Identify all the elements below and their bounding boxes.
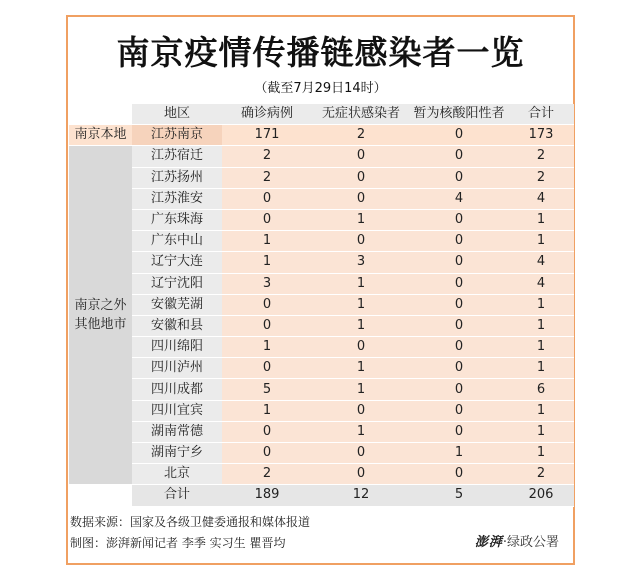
positive-cell: 0 bbox=[410, 209, 508, 230]
confirmed-cell: 0 bbox=[222, 294, 312, 315]
confirmed-cell: 0 bbox=[222, 358, 312, 379]
asymptomatic-cell: 0 bbox=[312, 443, 410, 464]
region-cell: 北京 bbox=[132, 464, 222, 485]
confirmed-cell: 3 bbox=[222, 273, 312, 294]
asymptomatic-cell: 0 bbox=[312, 231, 410, 252]
region-cell: 四川泸州 bbox=[132, 358, 222, 379]
table-row bbox=[69, 294, 574, 315]
asymptomatic-cell: 0 bbox=[312, 188, 410, 209]
asymptomatic-cell: 1 bbox=[312, 358, 410, 379]
total-cell: 6 bbox=[508, 379, 574, 400]
total-cell: 4 bbox=[508, 273, 574, 294]
confirmed-cell: 2 bbox=[222, 167, 312, 188]
table-header-row bbox=[69, 104, 574, 125]
total-cell: 1 bbox=[508, 294, 574, 315]
total-cell: 1 bbox=[508, 209, 574, 230]
region-cell: 广东珠海 bbox=[132, 209, 222, 230]
total-group-cell bbox=[69, 485, 132, 506]
positive-cell: 0 bbox=[410, 337, 508, 358]
infographic-frame bbox=[66, 15, 575, 565]
page-subtitle: （截至7月29日14时） bbox=[254, 81, 387, 96]
data-source: 数据来源：国家及各级卫健委通报和媒体报道 bbox=[70, 515, 311, 529]
table-row bbox=[69, 315, 574, 336]
table-total-row bbox=[69, 485, 574, 506]
region-cell: 广东中山 bbox=[132, 231, 222, 252]
region-cell: 四川成都 bbox=[132, 379, 222, 400]
region-cell: 四川宜宾 bbox=[132, 400, 222, 421]
positive-cell: 1 bbox=[410, 443, 508, 464]
asymptomatic-cell: 0 bbox=[312, 400, 410, 421]
table-row bbox=[69, 443, 574, 464]
total-total: 206 bbox=[508, 485, 574, 506]
header-total: 合计 bbox=[508, 104, 574, 125]
total-cell: 4 bbox=[508, 188, 574, 209]
confirmed-cell: 0 bbox=[222, 315, 312, 336]
positive-cell: 0 bbox=[410, 231, 508, 252]
asymptomatic-cell: 1 bbox=[312, 315, 410, 336]
positive-cell: 0 bbox=[410, 421, 508, 442]
brand-separator: · bbox=[502, 535, 507, 550]
infection-table bbox=[69, 104, 574, 507]
confirmed-cell: 0 bbox=[222, 188, 312, 209]
asymptomatic-cell: 0 bbox=[312, 167, 410, 188]
page-title: 南京疫情传播链感染者一览 bbox=[116, 33, 525, 72]
group-label-local: 南京本地 bbox=[69, 125, 132, 146]
positive-cell: 0 bbox=[410, 294, 508, 315]
positive-cell: 0 bbox=[410, 167, 508, 188]
region-cell: 四川绵阳 bbox=[132, 337, 222, 358]
total-cell: 1 bbox=[508, 337, 574, 358]
total-confirmed: 189 bbox=[222, 485, 312, 506]
header-region: 地区 bbox=[132, 104, 222, 125]
total-cell: 1 bbox=[508, 358, 574, 379]
table-row bbox=[69, 209, 574, 230]
total-cell: 1 bbox=[508, 315, 574, 336]
confirmed-cell: 1 bbox=[222, 337, 312, 358]
confirmed-cell: 1 bbox=[222, 231, 312, 252]
total-cell: 1 bbox=[508, 400, 574, 421]
asymptomatic-cell: 2 bbox=[312, 125, 410, 146]
positive-cell: 0 bbox=[410, 252, 508, 273]
asymptomatic-cell: 1 bbox=[312, 273, 410, 294]
total-label: 合计 bbox=[132, 485, 222, 506]
asymptomatic-cell: 1 bbox=[312, 379, 410, 400]
table-row bbox=[69, 188, 574, 209]
asymptomatic-cell: 0 bbox=[312, 464, 410, 485]
table-row-local bbox=[69, 125, 574, 146]
confirmed-cell: 5 bbox=[222, 379, 312, 400]
region-cell: 江苏南京 bbox=[132, 125, 222, 146]
confirmed-cell: 0 bbox=[222, 443, 312, 464]
asymptomatic-cell: 3 bbox=[312, 252, 410, 273]
positive-cell: 4 bbox=[410, 188, 508, 209]
region-cell: 安徽芜湖 bbox=[132, 294, 222, 315]
total-positive: 5 bbox=[410, 485, 508, 506]
brand-signature bbox=[475, 531, 559, 550]
asymptomatic-cell: 1 bbox=[312, 421, 410, 442]
asymptomatic-cell: 0 bbox=[312, 337, 410, 358]
positive-cell: 0 bbox=[410, 358, 508, 379]
chart-credit: 制图：澎湃新闻记者 李季 实习生 瞿晋均 bbox=[70, 536, 286, 550]
positive-cell: 0 bbox=[410, 464, 508, 485]
table-row bbox=[69, 464, 574, 485]
table-row bbox=[69, 146, 574, 167]
total-cell: 1 bbox=[508, 443, 574, 464]
table-row bbox=[69, 167, 574, 188]
region-cell: 江苏淮安 bbox=[132, 188, 222, 209]
asymptomatic-cell: 1 bbox=[312, 209, 410, 230]
confirmed-cell: 0 bbox=[222, 421, 312, 442]
positive-cell: 0 bbox=[410, 146, 508, 167]
positive-cell: 0 bbox=[410, 400, 508, 421]
total-asymptomatic: 12 bbox=[312, 485, 410, 506]
table-row bbox=[69, 231, 574, 252]
total-cell: 2 bbox=[508, 167, 574, 188]
region-cell: 湖南宁乡 bbox=[132, 443, 222, 464]
positive-cell: 0 bbox=[410, 379, 508, 400]
header-positive: 暂为核酸阳性者 bbox=[410, 104, 508, 125]
header-confirmed: 确诊病例 bbox=[222, 104, 312, 125]
confirmed-cell: 2 bbox=[222, 146, 312, 167]
total-cell: 1 bbox=[508, 231, 574, 252]
confirmed-cell: 1 bbox=[222, 252, 312, 273]
region-cell: 辽宁大连 bbox=[132, 252, 222, 273]
header-group-cell bbox=[69, 104, 132, 125]
group-label-line: 南京之外 bbox=[74, 298, 127, 314]
confirmed-cell: 2 bbox=[222, 464, 312, 485]
group-label-outside bbox=[69, 146, 132, 485]
region-cell: 江苏扬州 bbox=[132, 167, 222, 188]
total-cell: 2 bbox=[508, 146, 574, 167]
group-label-line: 其他地市 bbox=[74, 317, 127, 333]
total-cell: 2 bbox=[508, 464, 574, 485]
total-cell: 4 bbox=[508, 252, 574, 273]
header-asymptomatic: 无症状感染者 bbox=[312, 104, 410, 125]
table-row bbox=[69, 337, 574, 358]
total-cell: 173 bbox=[508, 125, 574, 146]
brand-logo: 澎湃 bbox=[474, 535, 503, 550]
table-row bbox=[69, 379, 574, 400]
confirmed-cell: 0 bbox=[222, 209, 312, 230]
table-row bbox=[69, 273, 574, 294]
region-cell: 辽宁沈阳 bbox=[132, 273, 222, 294]
table-row bbox=[69, 252, 574, 273]
positive-cell: 0 bbox=[410, 273, 508, 294]
positive-cell: 0 bbox=[410, 315, 508, 336]
region-cell: 湖南常德 bbox=[132, 421, 222, 442]
confirmed-cell: 171 bbox=[222, 125, 312, 146]
confirmed-cell: 1 bbox=[222, 400, 312, 421]
table-row bbox=[69, 421, 574, 442]
asymptomatic-cell: 0 bbox=[312, 146, 410, 167]
positive-cell: 0 bbox=[410, 125, 508, 146]
total-cell: 1 bbox=[508, 421, 574, 442]
region-cell: 江苏宿迁 bbox=[132, 146, 222, 167]
table-row bbox=[69, 400, 574, 421]
footer bbox=[70, 512, 310, 554]
brand-name: 绿政公署 bbox=[506, 535, 559, 550]
table-row bbox=[69, 358, 574, 379]
asymptomatic-cell: 1 bbox=[312, 294, 410, 315]
region-cell: 安徽和县 bbox=[132, 315, 222, 336]
